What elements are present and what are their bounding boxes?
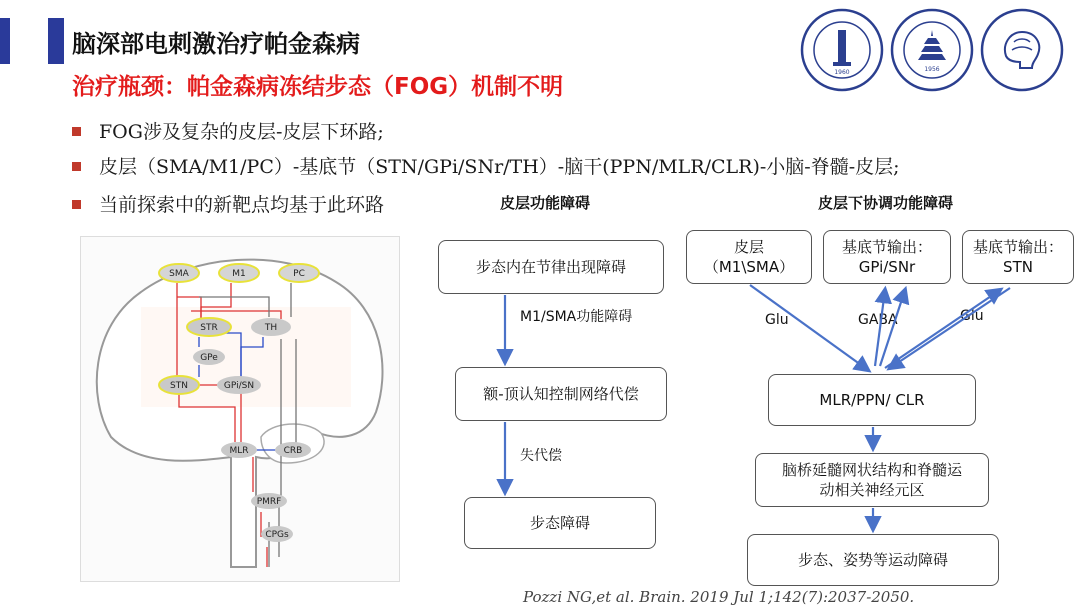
cortical-arrow2-label: 失代偿 bbox=[520, 448, 562, 464]
brain-node-gpi-sn: GPi/SN bbox=[223, 381, 255, 391]
brain-node-pc: PC bbox=[293, 269, 305, 279]
cortical-box-gait-disorder: 步态障碍 bbox=[464, 497, 656, 549]
cortical-box-compensation: 额-顶认知控制网络代偿 bbox=[455, 367, 667, 421]
label-glu-stn: Glu bbox=[960, 308, 984, 324]
subcortical-source-gpi-snr: 基底节输出： GPi/SNr bbox=[823, 230, 951, 284]
subcortical-box-reticular: 脑桥延髓网状结构和脊髓运 动相关神经元区 bbox=[755, 453, 989, 507]
brain-node-gpe: GPe bbox=[200, 353, 218, 363]
brain-node-th: TH bbox=[264, 323, 278, 333]
subcortical-box-motor-disorder: 步态、姿势等运动障碍 bbox=[747, 534, 999, 586]
cmu-logo-year: 1960 bbox=[834, 69, 850, 76]
brain-node-crb: CRB bbox=[283, 446, 303, 456]
cortical-box-rhythm: 步态内在节律出现障碍 bbox=[438, 240, 664, 294]
brain-node-cpgs: CPGs bbox=[265, 530, 289, 540]
brain-node-m1: M1 bbox=[232, 269, 246, 279]
subcortical-source-cortex: 皮层 （M1\SMA） bbox=[686, 230, 812, 284]
page-subtitle: 治疗瓶颈：帕金森病冻结步态（FOG）机制不明 bbox=[72, 74, 564, 100]
brain-node-str: STR bbox=[200, 323, 218, 333]
bullet-item: 皮层（SMA/M1/PC）-基底节（STN/GPi/SNr/TH）-脑干(PPN/MLR/CLR)-小脑-脊髓-皮层; bbox=[72, 152, 900, 179]
subcortical-source-stn: 基底节输出： STN bbox=[962, 230, 1074, 284]
cortical-arrow1-label: M1/SMA功能障碍 bbox=[520, 309, 633, 325]
subcortical-heading: 皮层下协调功能障碍 bbox=[818, 194, 954, 212]
brain-node-pmrf: PMRF bbox=[256, 497, 282, 507]
bullet-item: 当前探索中的新靶点均基于此环路 bbox=[72, 190, 384, 217]
brain-node-stn: STN bbox=[170, 381, 188, 391]
citation: Pozzi NG,et al. Brain. 2019 Jul 1;142(7):2037-2050. bbox=[523, 588, 915, 606]
tiantan-logo-year: 1956 bbox=[924, 66, 940, 73]
label-glu-cortex: Glu bbox=[765, 312, 789, 328]
label-gaba: GABA bbox=[858, 312, 898, 328]
page-title: 脑深部电刺激治疗帕金森病 bbox=[72, 30, 360, 58]
brain-node-mlr: MLR bbox=[229, 446, 249, 456]
brain-node-sma: SMA bbox=[169, 269, 189, 279]
bullet-item: FOG涉及复杂的皮层-皮层下环路; bbox=[72, 117, 384, 144]
subcortical-hub-mlr-ppn-clr: MLR/PPN/ CLR bbox=[768, 374, 976, 426]
cortical-heading: 皮层功能障碍 bbox=[500, 194, 591, 212]
